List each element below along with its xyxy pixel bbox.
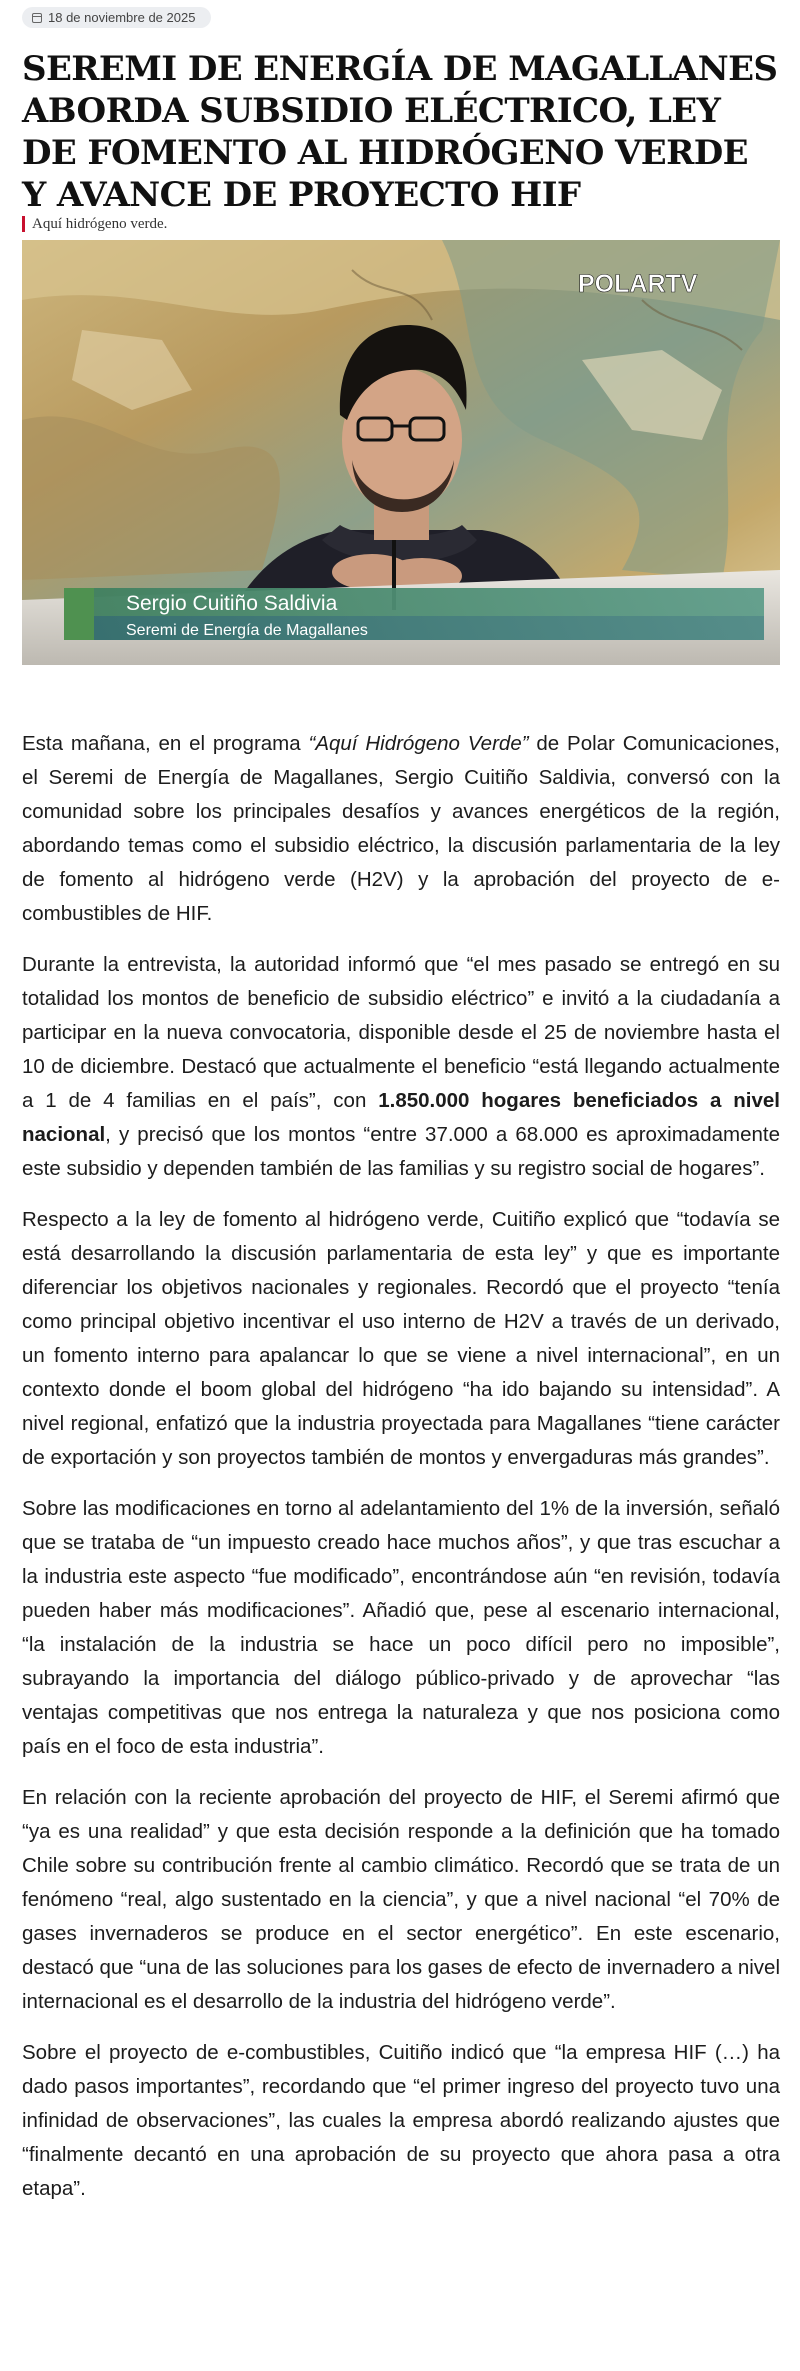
paragraph-2-text-a: Durante la entrevista, la autoridad informó que “el mes pasado se entregó en su totalidad los montos de beneficio de subsidio eléctrico” e invitó a la ciudadanía a participar en la nueva convocatoria, disponible desde el 25 de noviembre hasta el 10 de diciembre. Destacó que actualmente el beneficio “está llegando actualmente a 1 de 4 familias en el país”, con	[22, 953, 780, 1112]
hero-image[interactable]	[22, 240, 780, 665]
lower-third-emblem	[64, 588, 94, 640]
video-frame-illustration	[22, 240, 780, 665]
households-highlight: 1.850.000 hogares beneficiados a nivel nacional	[22, 1089, 780, 1146]
paragraph-3: Respecto a la ley de fomento al hidrógeno verde, Cuitiño explicó que “todavía se está desarrollando la discusión parlamentaria de esta ley” y que es importante diferenciar los objetivos nacionales y regionales. Recordó que el proyecto “tenía como principal objetivo incentivar el uso interno de H2V a través de un derivado, un fomento interno para apalancar lo que se viene a nivel internacional”, en un contexto donde el boom global del hidrógeno “ha ido bajando su intensidad”. A nivel regional, enfatizó que la industria proyectada para Magallanes “tiene carácter de exportación y son proyectos también de montos y envergaduras más grandes”.	[22, 1208, 780, 1469]
paragraph-2-text-b: , y precisó que los montos “entre 37.000 a 68.000 es aproximadamente este subsidio y dependen también de las familias y su registro social de hogares”.	[22, 1123, 780, 1180]
lower-third-role: Seremi de Energía de Magallanes	[126, 622, 368, 639]
paragraph-1	[22, 727, 780, 931]
paragraph-2	[22, 948, 780, 1186]
paragraph-5: En relación con la reciente aprobación del proyecto de HIF, el Seremi afirmó que “ya es una realidad” y que esta decisión responde a la definición que ha tomado Chile sobre su contribución frente al cambio climático. Recordó que se trata de un fenómeno “real, algo sustentado en la ciencia”, y que a nivel nacional “el 70% de gases invernaderos se produce en el sector energético”. En este escenario, destacó que “una de las soluciones para los gases de efecto de invernadero a nivel internacional es el desarrollo de la industria del hidrógeno verde”.	[22, 1786, 780, 2013]
paragraph-1-text-b: de Polar Comunicaciones, el Seremi de Energía de Magallanes, Sergio Cuitiño Saldivia, conversó con la comunidad sobre los principales desafíos y avances energéticos de la región, abordando temas como el subsidio eléctrico, la discusión parlamentaria de la ley de fomento al hidrógeno verde (H2V) y la aprobación del proyecto de e-combustibles de HIF.	[22, 732, 780, 925]
lower-third-name: Sergio Cuitiño Saldivia	[126, 592, 338, 615]
article-headline: SEREMI DE ENERGÍA DE MAGALLANES ABORDA SUBSIDIO ELÉCTRICO, LEY DE FOMENTO AL HIDRÓGENO VERDE Y AVANCE DE PROYECTO HIF	[22, 49, 778, 215]
polartv-logo	[578, 270, 698, 298]
article-body	[22, 727, 780, 2223]
calendar-icon	[32, 13, 42, 23]
publish-date: 18 de noviembre de 2025	[48, 10, 196, 25]
date-badge	[22, 7, 211, 28]
paragraph-4: Sobre las modificaciones en torno al adelantamiento del 1% de la inversión, señaló que se trataba de “un impuesto creado hace muchos años”, y que tras escuchar a la industria este aspecto “fue modificado”, encontrándose aún “en revisión, todavía pueden haber más modificaciones”. Añadió que, pese al escenario internacional, “la instalación de la industria se hace un poco difícil pero no imposible”, subrayando la importancia del diálogo público-privado y de aprovechar “las ventajas competitivas que nos entrega la naturaleza y que nos posiciona como país en el foco de esta industria”.	[22, 1497, 780, 1758]
lower-third	[64, 588, 764, 640]
program-name: “Aquí Hidrógeno Verde”	[308, 732, 529, 755]
article-kicker: Aquí hidrógeno verde.	[22, 216, 167, 232]
logo-text: POLARTV	[578, 270, 698, 298]
paragraph-6: Sobre el proyecto de e-combustibles, Cuitiño indicó que “la empresa HIF (…) ha dado pasos importantes”, recordando que “el primer ingreso del proyecto tuvo una infinidad de observaciones”, las cuales la empresa abordó realizando ajustes que “finalmente decantó en una aprobación de su proyecto que ahora pasa a otra etapa”.	[22, 2041, 780, 2200]
paragraph-1-text-a: Esta mañana, en el programa	[22, 732, 309, 755]
